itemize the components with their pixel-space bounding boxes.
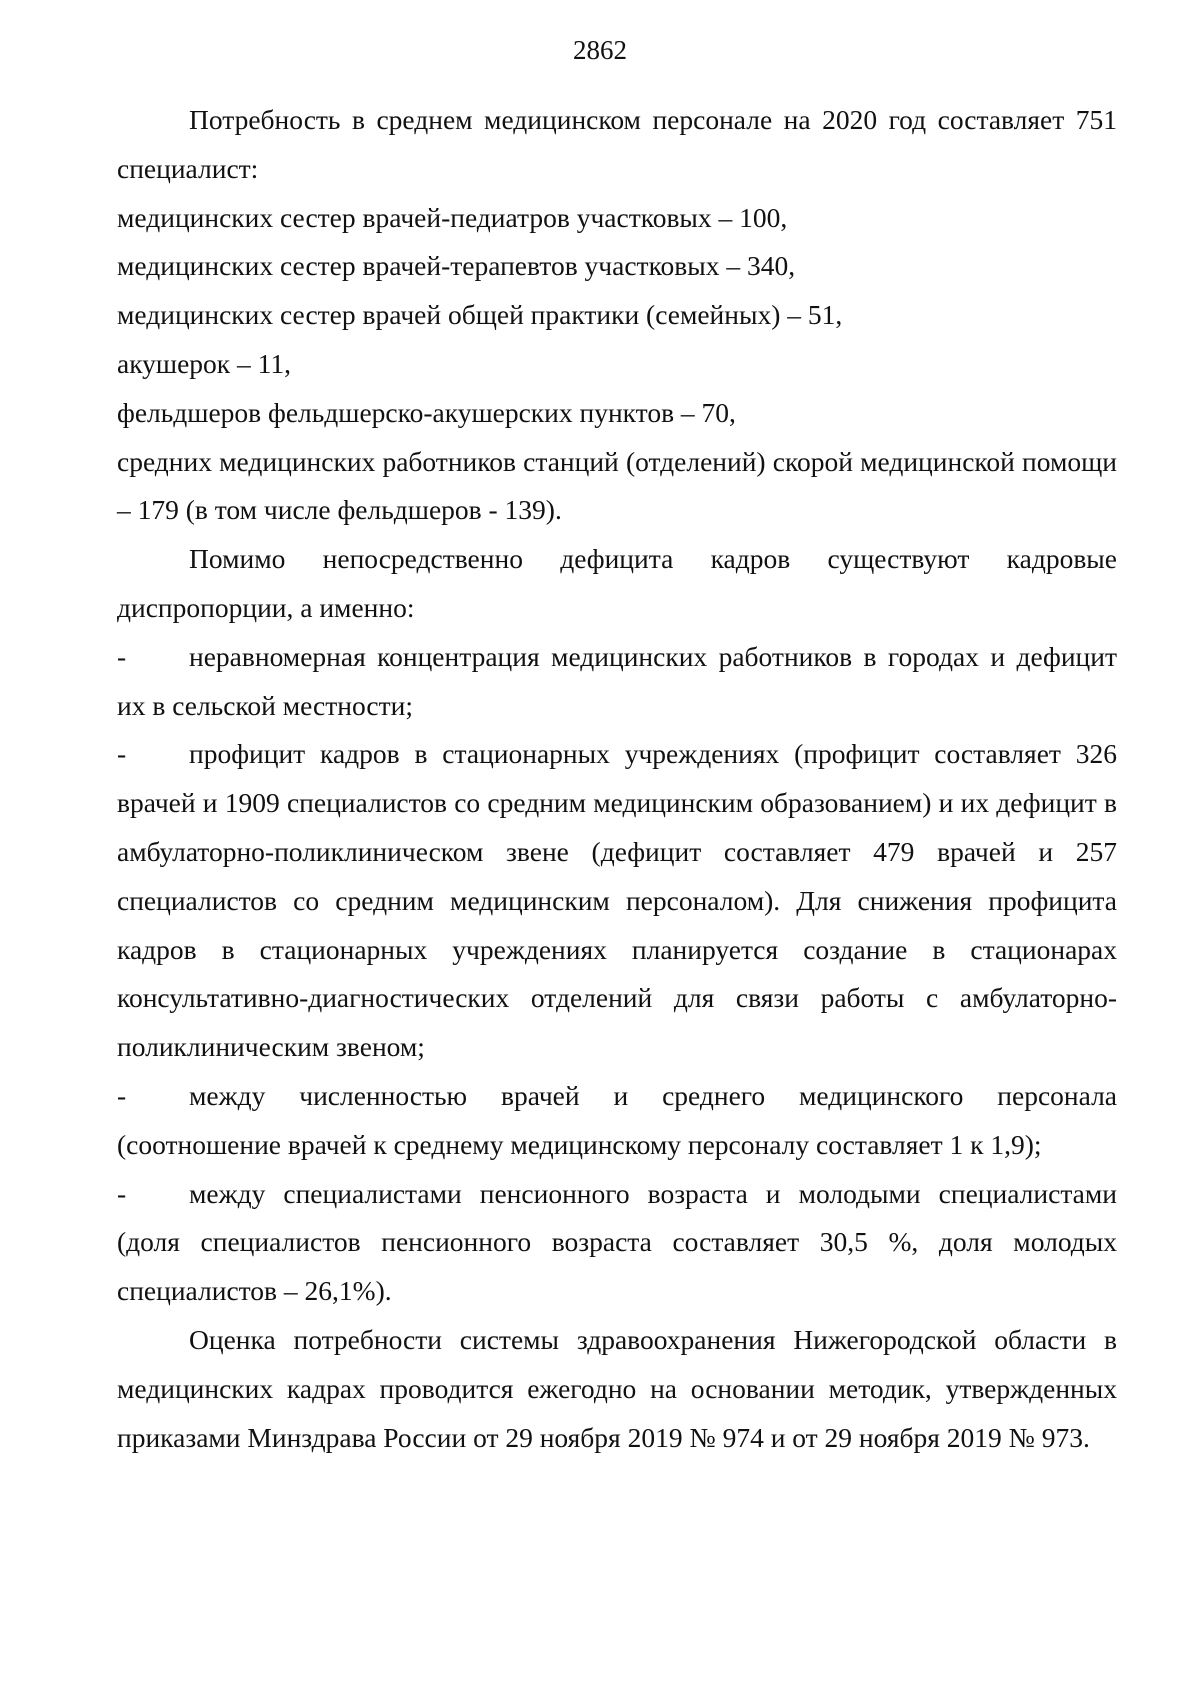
paragraph-needs-assessment: Оценка потребности системы здравоохранения Нижегородской области в медицинских кадрах проводится ежегодно на основании методик, утвержденных приказами Минздрава России от 29 ноября 2019 № 974 и от 29 ноября 2019 № 973. <box>117 1323 1117 1453</box>
list-dash: - <box>117 1079 127 1111</box>
list-item-age-disproportion <box>117 1170 1117 1316</box>
list-line-general-practice-nurses: медицинских сестер врачей общей практики (семейных) – 51, <box>117 299 843 331</box>
list-line-midwives: акушерок – 11, <box>117 347 292 379</box>
list-dash: - <box>117 640 127 672</box>
list-item-text: профицит кадров в стационарных учреждениях (профицит составляет 326 врачей и 1909 специалистов со средним медицинским образованием) и их дефицит в амбулаторно-поликлиническом звене (дефицит составляет 479 врачей и 257 специалистов со средним медицинским персоналом). Для снижения профицита кадров в стационарных учреждениях планируется создание в стационарах консультативно-диагностических отделений для связи работы с амбулаторно-поликлиническим звеном; <box>117 738 1117 1063</box>
list-line-therapist-nurses: медицинских сестер врачей-терапевтов участковых – 340, <box>117 250 796 282</box>
list-dash: - <box>117 1177 127 1209</box>
list-line-ambulance-staff: средних медицинских работников станций (отделений) скорой медицинской помощи – 179 (в том числе фельдшеров - 139). <box>117 445 1117 526</box>
list-dash: - <box>117 738 127 770</box>
list-item-text: между численностью врачей и среднего медицинского персонала (соотношение врачей к среднему медицинскому персоналу составляет 1 к 1,9); <box>117 1079 1117 1160</box>
document-body <box>117 96 1117 1462</box>
paragraph-disproportions-intro: Помимо непосредственно дефицита кадров существуют кадровые диспропорции, а именно: <box>117 543 1117 623</box>
list-item-hospital-surplus <box>117 730 1117 1072</box>
paragraph-staff-need: Потребность в среднем медицинском персонале на 2020 год составляет 751 специалист: <box>117 104 1117 184</box>
list-item-uneven-concentration <box>117 633 1117 731</box>
list-item-text: неравномерная концентрация медицинских работников в городах и дефицит их в сельской местности; <box>117 640 1117 721</box>
list-item-text: между специалистами пенсионного возраста и молодыми специалистами (доля специалистов пенсионного возраста составляет 30,5 %, доля молодых специалистов – 26,1%). <box>117 1177 1117 1307</box>
list-item-doctor-nurse-ratio <box>117 1072 1117 1170</box>
page-number: 2862 <box>573 35 627 65</box>
list-line-paramedics-fap: фельдшеров фельдшерско-акушерских пунктов – 70, <box>117 396 736 428</box>
list-line-pediatric-nurses: медицинских сестер врачей-педиатров участковых – 100, <box>117 201 788 233</box>
